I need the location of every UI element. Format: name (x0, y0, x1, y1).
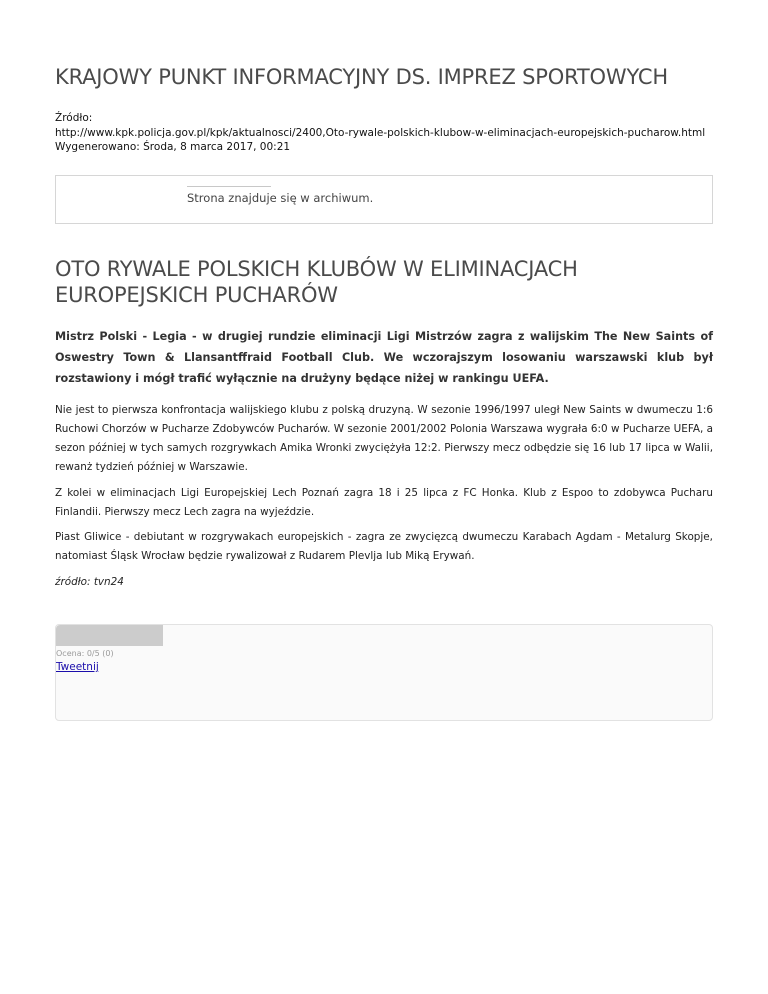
article-paragraph: Piast Gliwice - debiutant w rozgrywakach europejskich - zagra ze zwycięzcą dwumeczu Karabach Agdam - Metalurg Skopje, natomiast Śląsk Wrocław będzie rywalizował z Rudarem Plevlja lub Miką Erywań. (55, 531, 713, 562)
article-paragraph: Z kolei w eliminacjach Ligi Europejskiej Lech Poznań zagra 18 i 25 lipca z FC Honka. Klub z Espoo to zdobywca Pucharu Finlandii. Pierwszy mecz Lech zagra na wyjeździe. (55, 487, 713, 518)
source-label: Źródło: (55, 112, 93, 124)
article-paragraph: Nie jest to pierwsza konfrontacja walijskiego klubu z polską druzyną. W sezonie 1996/1997 uległ New Saints w dwumeczu 1:6 Ruchowi Chorzów w Pucharze Zdobywców Pucharów. W sezonie 2001/2002 Polonia Warszawa wygrała 6:0 w Pucharze UEFA, a sezon później w tych samych rozgrywkach Amika Wronki zwyciężyła 12:2. Pierwszy mecz odbędzie się 16 lub 17 lipca w Walii, rewanż tydzień później w Warszawie. (55, 404, 713, 473)
print-meta (55, 111, 713, 155)
archive-notice: Strona znajduje się w archiwum. (187, 191, 374, 205)
article-source: źródło: tvn24 (55, 576, 124, 588)
site-title: KRAJOWY PUNKT INFORMACYJNY DS. IMPREZ SPORTOWYCH (55, 65, 668, 89)
archive-notice-box (55, 175, 713, 224)
archive-divider (187, 186, 271, 187)
tweet-link[interactable]: Tweetnij (56, 661, 99, 673)
article-lead: Mistrz Polski - Legia - w drugiej rundzie eliminacji Ligi Mistrzów zagra z walijskim The New Saints of Oswestry Town & Llansantffraid Football Club. We wczorajszym losowaniu warszawski klub był rozstawiony i mógł trafić wyłącznie na drużyny będące niżej w rankingu UEFA. (55, 330, 713, 385)
article-title: OTO RYWALE POLSKICH KLUBÓW W ELIMINACJACH EUROPEJSKICH PUCHARÓW (55, 257, 578, 307)
rating-stars[interactable] (56, 625, 163, 646)
source-url: http://www.kpk.policja.gov.pl/kpk/aktualnosci/2400,Oto-rywale-polskich-klubow-w-eliminacjach-europejskich-pucharow.html (55, 126, 706, 139)
social-box (55, 624, 713, 721)
rating-text: Ocena: 0/5 (0) (56, 649, 114, 658)
generated-date: Wygenerowano: Środa, 8 marca 2017, 00:21 (55, 141, 291, 153)
